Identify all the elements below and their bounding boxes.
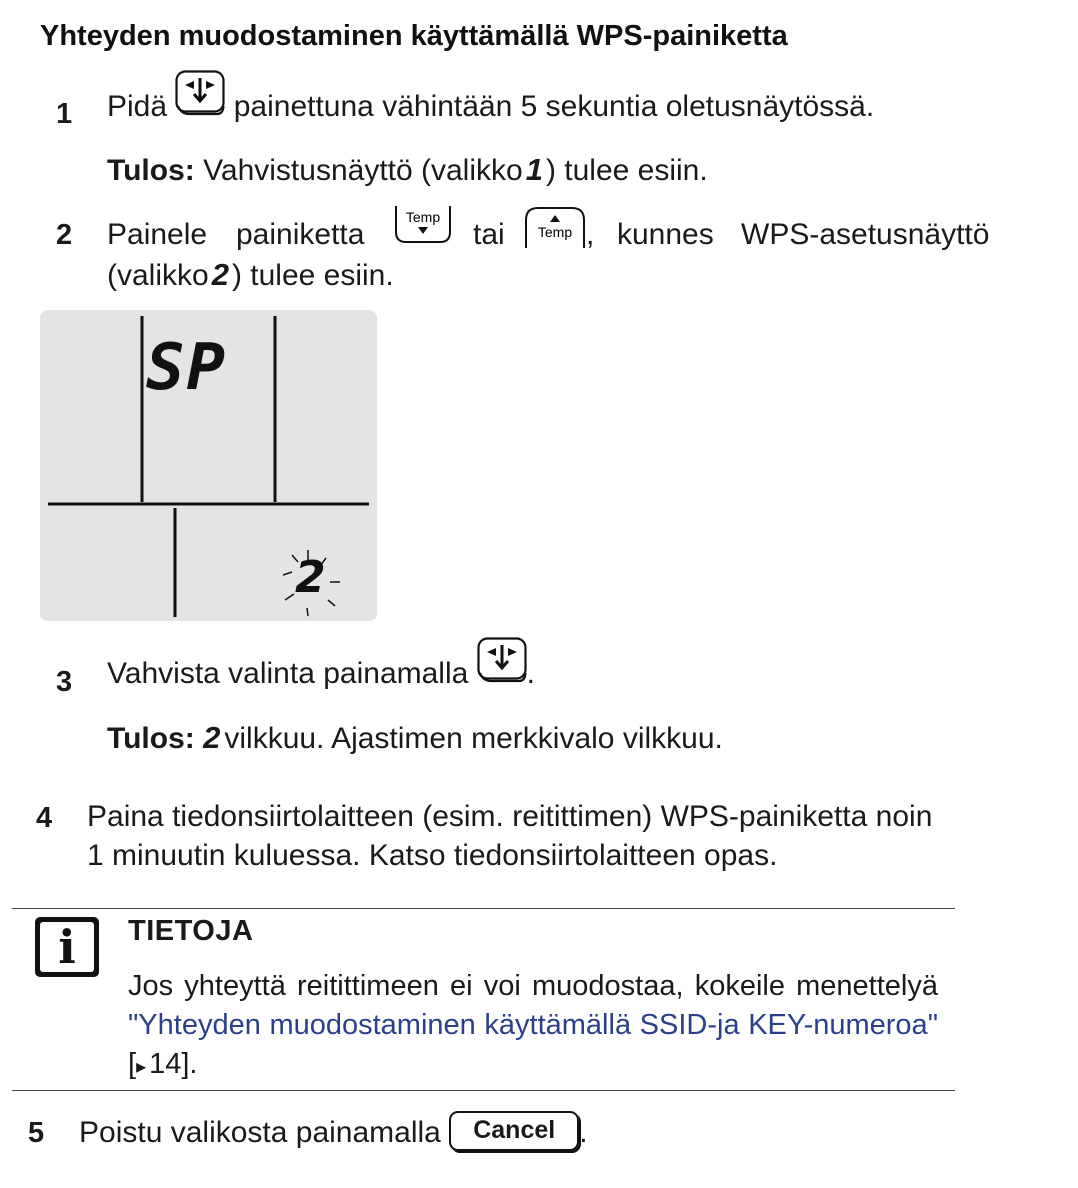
step-1-text [107, 82, 874, 132]
page-ref-arrow-icon: ▸ [136, 1056, 147, 1078]
step-2-t4: , [586, 218, 595, 251]
result-text: Vahvistusnäyttö (valikko [203, 154, 523, 187]
step-2-t5: kunnes [617, 218, 714, 251]
step-1-after: painettuna vähintään 5 sekuntia oletusnäytössä. [233, 90, 875, 123]
step-number: 3 [56, 666, 73, 698]
step-1-result [107, 152, 708, 188]
step-3-after: . [526, 657, 536, 690]
step-4-line2: 1 minuutin kuluessa. Katso tiedonsiirtolaitteen opas. [87, 839, 778, 872]
info-title: TIETOJA [128, 915, 254, 947]
info-icon [33, 915, 101, 984]
result-text: vilkkuu. Ajastimen merkkivalo vilkkuu. [224, 722, 723, 755]
temp-down-icon [394, 204, 452, 251]
info-top-rule [12, 908, 955, 909]
temp-up-icon [524, 204, 588, 253]
page-title: Yhteyden muodostaminen käyttämällä WPS-painiketta [40, 20, 788, 52]
lcd-segment-text: SP [146, 331, 228, 405]
step-number: 5 [28, 1117, 45, 1149]
step-number: 2 [56, 219, 73, 251]
confirm-arrow-icon [477, 637, 527, 700]
step-3-text [107, 648, 535, 700]
cancel-button: Cancel [449, 1111, 579, 1151]
temp-label: Temp [537, 224, 573, 240]
step-2-t1: Painele [107, 218, 208, 251]
info-body-text: Jos yhteyttä reitittimeen ei voi muodostaa, kokeile menettelyä [128, 970, 938, 1002]
step-3-label: Vahvista valinta painamalla [107, 657, 469, 690]
result-text-end: ) tulee esiin. [545, 154, 708, 187]
step-5-after: . [579, 1116, 588, 1149]
step-2-t6: WPS-asetusnäyttö [741, 218, 990, 251]
page-ref-open: [ [128, 1048, 137, 1080]
result-label: Tulos: [107, 722, 195, 755]
menu-glyph-2: 2 [211, 257, 229, 292]
step-1-before: Pidä [107, 90, 168, 123]
step-5-text [79, 1110, 588, 1156]
menu-glyph-2: 2 [203, 720, 221, 755]
temp-label: Temp [405, 209, 441, 225]
step-2-t3: tai [473, 218, 505, 251]
info-icon-letter: i [58, 920, 76, 974]
menu-glyph-1: 1 [525, 152, 543, 187]
step-2-line2-before: (valikko [107, 259, 209, 292]
page-ref-close: ]. [181, 1048, 198, 1080]
info-body [128, 967, 938, 1087]
step-number: 4 [36, 802, 53, 834]
info-link[interactable]: "Yhteyden muodostaminen käyttämällä SSID-ja KEY-numeroa" [128, 1009, 938, 1041]
confirm-arrow-icon [175, 70, 225, 132]
step-number: 1 [56, 98, 73, 130]
step-2-line2-after: ) tulee esiin. [231, 259, 394, 292]
step-2-t2: painiketta [236, 218, 365, 251]
step-4-line1: Paina tiedonsiirtolaitteen (esim. reitittimen) WPS-painiketta noin [87, 800, 933, 833]
lcd-digit: 2 [295, 552, 326, 603]
info-bottom-rule [12, 1090, 955, 1091]
step-3-result [107, 720, 723, 756]
lcd-display [40, 310, 377, 621]
step-2-line2 [107, 257, 394, 293]
result-label: Tulos: [107, 154, 195, 187]
page-ref-number: 14 [149, 1048, 182, 1080]
step-5-label: Poistu valikosta painamalla [79, 1116, 441, 1149]
